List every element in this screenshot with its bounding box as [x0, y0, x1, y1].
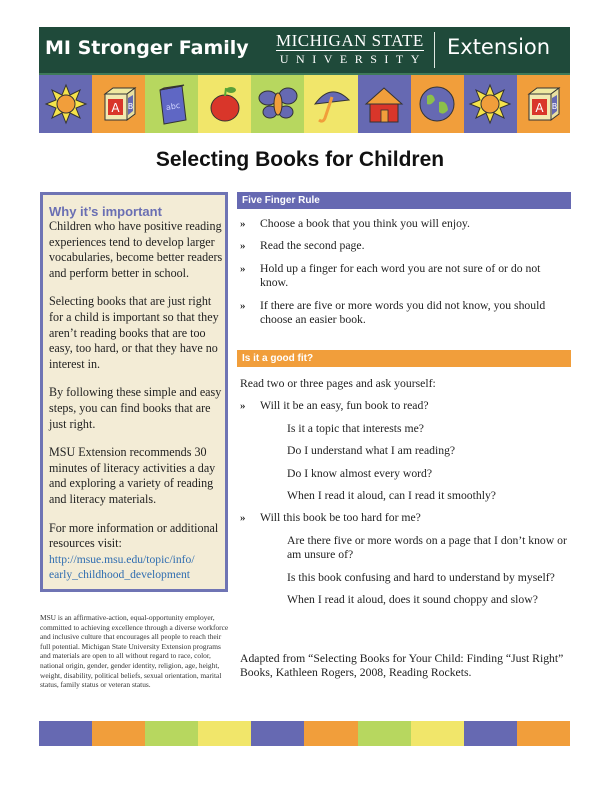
icon-tile	[464, 75, 517, 133]
extension-label: Extension	[447, 35, 551, 59]
icon-tile	[39, 75, 92, 133]
msu-logo-top: MICHIGAN STATE	[276, 31, 424, 50]
svg-text:abc: abc	[164, 100, 181, 113]
bullet-icon: »	[240, 262, 246, 275]
list-item: » Hold up a finger for each word you are not sure of or do not know.	[240, 261, 541, 290]
bullet-icon: »	[240, 218, 246, 230]
footer-color-strip	[39, 721, 570, 746]
sidebar-paragraph: Selecting books that are just right for a child is important so that they aren’t reading books that are too easy, too hard, or that they have no interest in.	[49, 294, 219, 371]
msu-logo	[276, 31, 427, 67]
sub-item: When I read it aloud, can I read it smoothly?	[287, 489, 496, 503]
abc-block-icon	[97, 82, 141, 126]
svg-text:A: A	[111, 101, 120, 115]
svg-text:A: A	[535, 101, 544, 115]
bullet-icon: »	[240, 400, 246, 413]
color-block	[198, 721, 251, 746]
sidebar-heading: Why it’s important	[49, 204, 162, 219]
sub-list	[237, 422, 571, 504]
umbrella-icon	[309, 82, 353, 126]
list-item: » Read the second page.	[240, 239, 365, 253]
disclaimer-text: MSU is an affirmative-action, equal-opportunity employer, committed to achieving excellence through a diverse workforce and inclusive culture that encourages all people to reach their full potential. Michigan State University Extension programs and materials are open to all without regard to race, color, national origin, gender, gender identity, religion, age, height, weight, disability, political beliefs, sexual orientation, marital status, family status or veteran status.	[40, 613, 229, 690]
sub-item: When I read it aloud, does it sound choppy and slow?	[287, 593, 538, 607]
sidebar-paragraph: Children who have positive reading experiences tend to develop larger vocabularies, become better readers and perform better in school.	[49, 219, 223, 280]
good-fit-list	[237, 399, 571, 413]
house-icon	[362, 82, 406, 126]
color-block	[251, 721, 304, 746]
book-icon	[150, 82, 194, 126]
brand-title: MI Stronger Family	[45, 37, 249, 59]
sub-item: Is it a topic that interests me?	[287, 421, 424, 435]
icon-tile	[411, 75, 464, 133]
color-block	[39, 721, 92, 746]
header-banner	[39, 27, 570, 133]
sub-item: Do I know almost every word?	[287, 466, 433, 480]
sun-icon	[468, 82, 512, 126]
good-fit-list	[237, 511, 571, 525]
bullet-icon: »	[240, 512, 246, 525]
sun-icon	[44, 82, 88, 126]
header-bar	[39, 27, 570, 75]
color-block	[304, 721, 357, 746]
icon-tile	[358, 75, 411, 133]
list-item: » Will it be an easy, fun book to read?	[240, 399, 429, 413]
color-block	[517, 721, 570, 746]
five-finger-heading: Five Finger Rule	[237, 192, 571, 209]
sub-list	[237, 534, 571, 608]
sidebar-paragraph: For more information or additional resources visit:	[49, 520, 219, 551]
abc-block-icon	[521, 82, 565, 126]
list-item: » Choose a book that you think you will enjoy.	[240, 217, 470, 230]
list-item: » If there are five or more words you did not know, you should choose an easier book.	[240, 298, 546, 327]
five-finger-list	[237, 217, 571, 327]
sub-item: Are there five or more words on a page that I don’t know or am unsure of?	[287, 533, 567, 562]
icon-strip	[39, 75, 570, 133]
source-citation: Adapted from “Selecting Books for Your Child: Finding “Just Right” Books, Kathleen Rogers, 2008, Reading Rockets.	[240, 652, 564, 680]
icon-tile	[145, 75, 198, 133]
icon-tile	[304, 75, 357, 133]
page-title: Selecting Books for Children	[155, 148, 445, 171]
icon-tile	[92, 75, 145, 133]
color-block	[464, 721, 517, 746]
color-block	[358, 721, 411, 746]
msu-logo-bottom: UNIVERSITY	[279, 52, 427, 66]
color-block	[145, 721, 198, 746]
color-block	[411, 721, 464, 746]
bullet-icon: »	[240, 240, 246, 253]
sidebar-paragraph: MSU Extension recommends 30 minutes of literacy activities a day and exploring a variety of reading and literacy materials.	[49, 445, 216, 506]
resources-link[interactable]: http://msue.msu.edu/topic/info/ early_childhood_development	[49, 552, 195, 582]
icon-tile	[251, 75, 304, 133]
icon-tile	[198, 75, 251, 133]
main-column	[237, 192, 571, 608]
globe-icon	[415, 82, 459, 126]
bullet-icon: »	[240, 299, 246, 312]
good-fit-lead: Read two or three pages and ask yourself:	[240, 377, 436, 391]
sub-item: Is this book confusing and hard to understand by myself?	[287, 570, 555, 584]
svg-text:B: B	[552, 102, 558, 111]
sub-item: Do I understand what I am reading?	[287, 444, 456, 458]
icon-tile	[517, 75, 570, 133]
color-block	[92, 721, 145, 746]
apple-icon	[203, 82, 247, 126]
svg-text:B: B	[127, 102, 133, 111]
butterfly-icon	[256, 82, 300, 126]
sidebar-paragraph: By following these simple and easy steps, you can find books that are just right.	[49, 385, 222, 431]
good-fit-heading: Is it a good fit?	[237, 350, 571, 367]
why-important-box	[40, 192, 228, 592]
logo-divider	[434, 32, 435, 68]
list-item: » Will this book be too hard for me?	[240, 511, 421, 525]
